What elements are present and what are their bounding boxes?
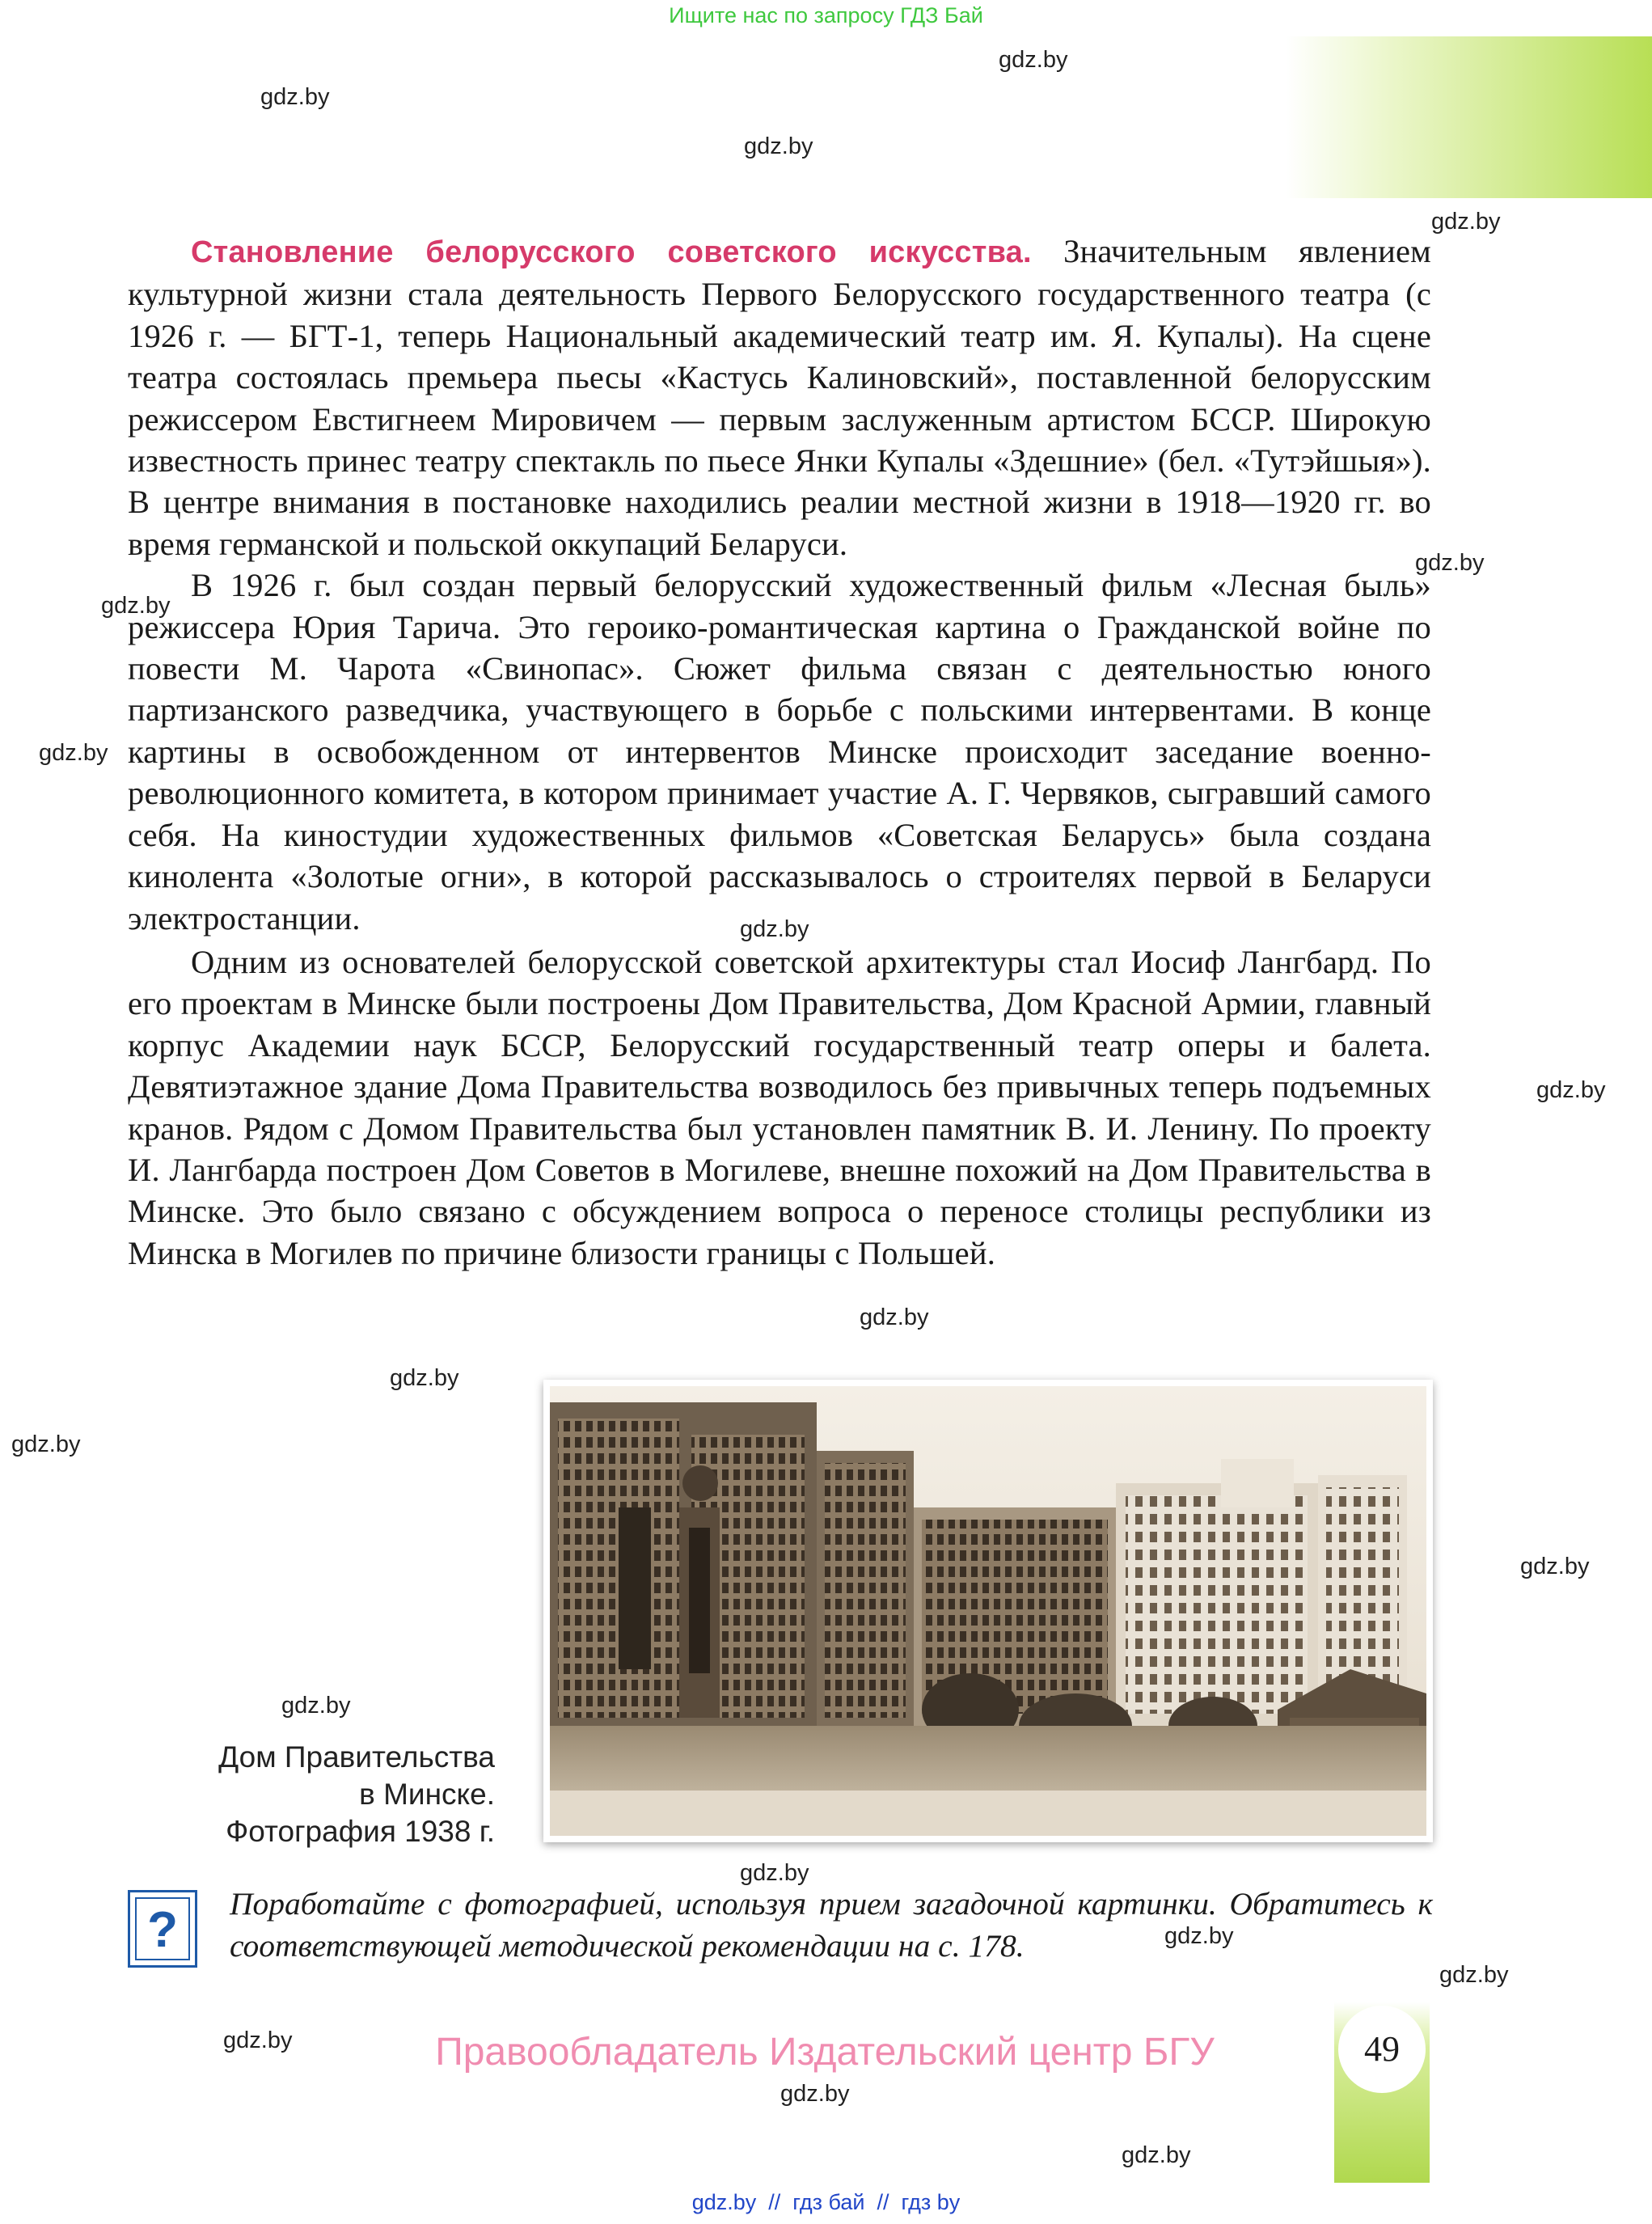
watermark: gdz.by	[780, 2081, 850, 2107]
question-mark: ?	[135, 1897, 190, 1960]
watermark: gdz.by	[860, 1304, 929, 1330]
article-body	[128, 230, 1431, 1274]
watermark: gdz.by	[281, 1693, 351, 1719]
watermark: gdz.by	[39, 740, 108, 766]
paragraph-text: Значительным явлением культурной жизни стала деятельность Первого Белорусского государственного театра (с 1926 г. — БГТ-1, теперь Национальный академический театр им. Я. Купалы). На сцене театра состоялась премьера пьесы «Кастусь Калиновский», поставленной белорусским режиссером Евстигнеем Мировичем — первым заслуженным артистом БССР. Широкую известность принес театру спектакль по пьесе Янки Купалы «Здешние» (бел. «Тутэйшыя»). В центре внимания в постановке находились реалии местной жизни в 1918—1920 гг. во время германской и польской оккупаций Беларуси.	[128, 233, 1431, 562]
watermark: gdz.by	[1520, 1554, 1590, 1579]
watermark: gdz.by	[1431, 209, 1501, 235]
watermark: gdz.by	[11, 1431, 81, 1457]
question-icon	[128, 1890, 197, 1968]
page-number: 49	[1338, 2006, 1426, 2093]
question-text: Поработайте с фотографией, используя прием загадочной картинки. Обратитесь к соответствующей методической рекомендации на с. 178.	[230, 1886, 1433, 1964]
caption-line: Дом Правительства	[218, 1740, 495, 1774]
watermark: gdz.by	[1415, 550, 1485, 576]
watermark: gdz.by	[740, 1860, 809, 1886]
watermark: gdz.by	[740, 916, 809, 942]
caption-line: в Минске.	[359, 1778, 495, 1811]
watermark: gdz.by	[101, 593, 171, 619]
top-search-note: Ищите нас по запросу ГДЗ Бай	[669, 3, 983, 27]
watermark: gdz.by	[1122, 2142, 1191, 2168]
watermark: gdz.by	[1164, 1923, 1234, 1949]
watermark: gdz.by	[223, 2027, 293, 2053]
watermark: gdz.by	[260, 84, 330, 110]
section-heading: Становление белорусского советского искусства.	[191, 235, 1032, 269]
paragraph-theatre	[128, 230, 1431, 564]
watermark: gdz.by	[999, 47, 1068, 73]
caption-line: Фотография 1938 г.	[226, 1815, 495, 1848]
watermark: gdz.by	[1536, 1077, 1606, 1103]
bottom-links[interactable]: gdz.by // гдз бай // гдз by	[691, 2190, 961, 2214]
paragraph-cinema: В 1926 г. был создан первый белорусский художественный фильм «Лесная быль» режиссера Юрия Тарича. Это героико-романтическая картина о Гражданской войне по повести М. Чарота «Свинопас». Сюжет фильма связан с деятельностью юного партизанского разведчика, участвующего в борьбе с польскими интервентами. В конце картины в освобожденном от интервентов Минске происходит заседание военно-революционного комитета, в котором принимает участие А. Г. Червяков, сыгравший самого себя. На киностудии художественных фильмов «Советская Беларусь» была создана кинолента «Золотые огни», в которой рассказывалось о строителях первой в Беларуси электростанции.	[128, 567, 1431, 937]
watermark: gdz.by	[1439, 1962, 1509, 1988]
copyright-note: Правообладатель Издательский центр БГУ	[435, 2031, 1215, 2074]
header-green-band	[1286, 36, 1652, 198]
watermark: gdz.by	[744, 133, 813, 159]
paragraph-architecture: Одним из основателей белорусской советской архитектуры стал Иосиф Лангбард. По его проектам в Минске были построены Дом Правительства, Дом Красной Армии, главный корпус Академии наук БССР, Белорусский государственный театр оперы и балета. Девятиэтажное здание Дома Правительства возводилось без привычных теперь подъемных кранов. Рядом с Домом Правительства был установлен памятник В. И. Ленину. По проекту И. Лангбарда построен Дом Советов в Могилеве, внешне похожий на Дом Правительства в Минске. Это было связано с обсуждением вопроса о переносе столицы республики из Минска в Могилев по причине близости границы с Польшей.	[128, 943, 1431, 1271]
government-house-photo	[543, 1380, 1433, 1842]
watermark: gdz.by	[390, 1365, 459, 1391]
photo-illustration	[550, 1386, 1426, 1836]
photo-caption	[162, 1739, 495, 1850]
